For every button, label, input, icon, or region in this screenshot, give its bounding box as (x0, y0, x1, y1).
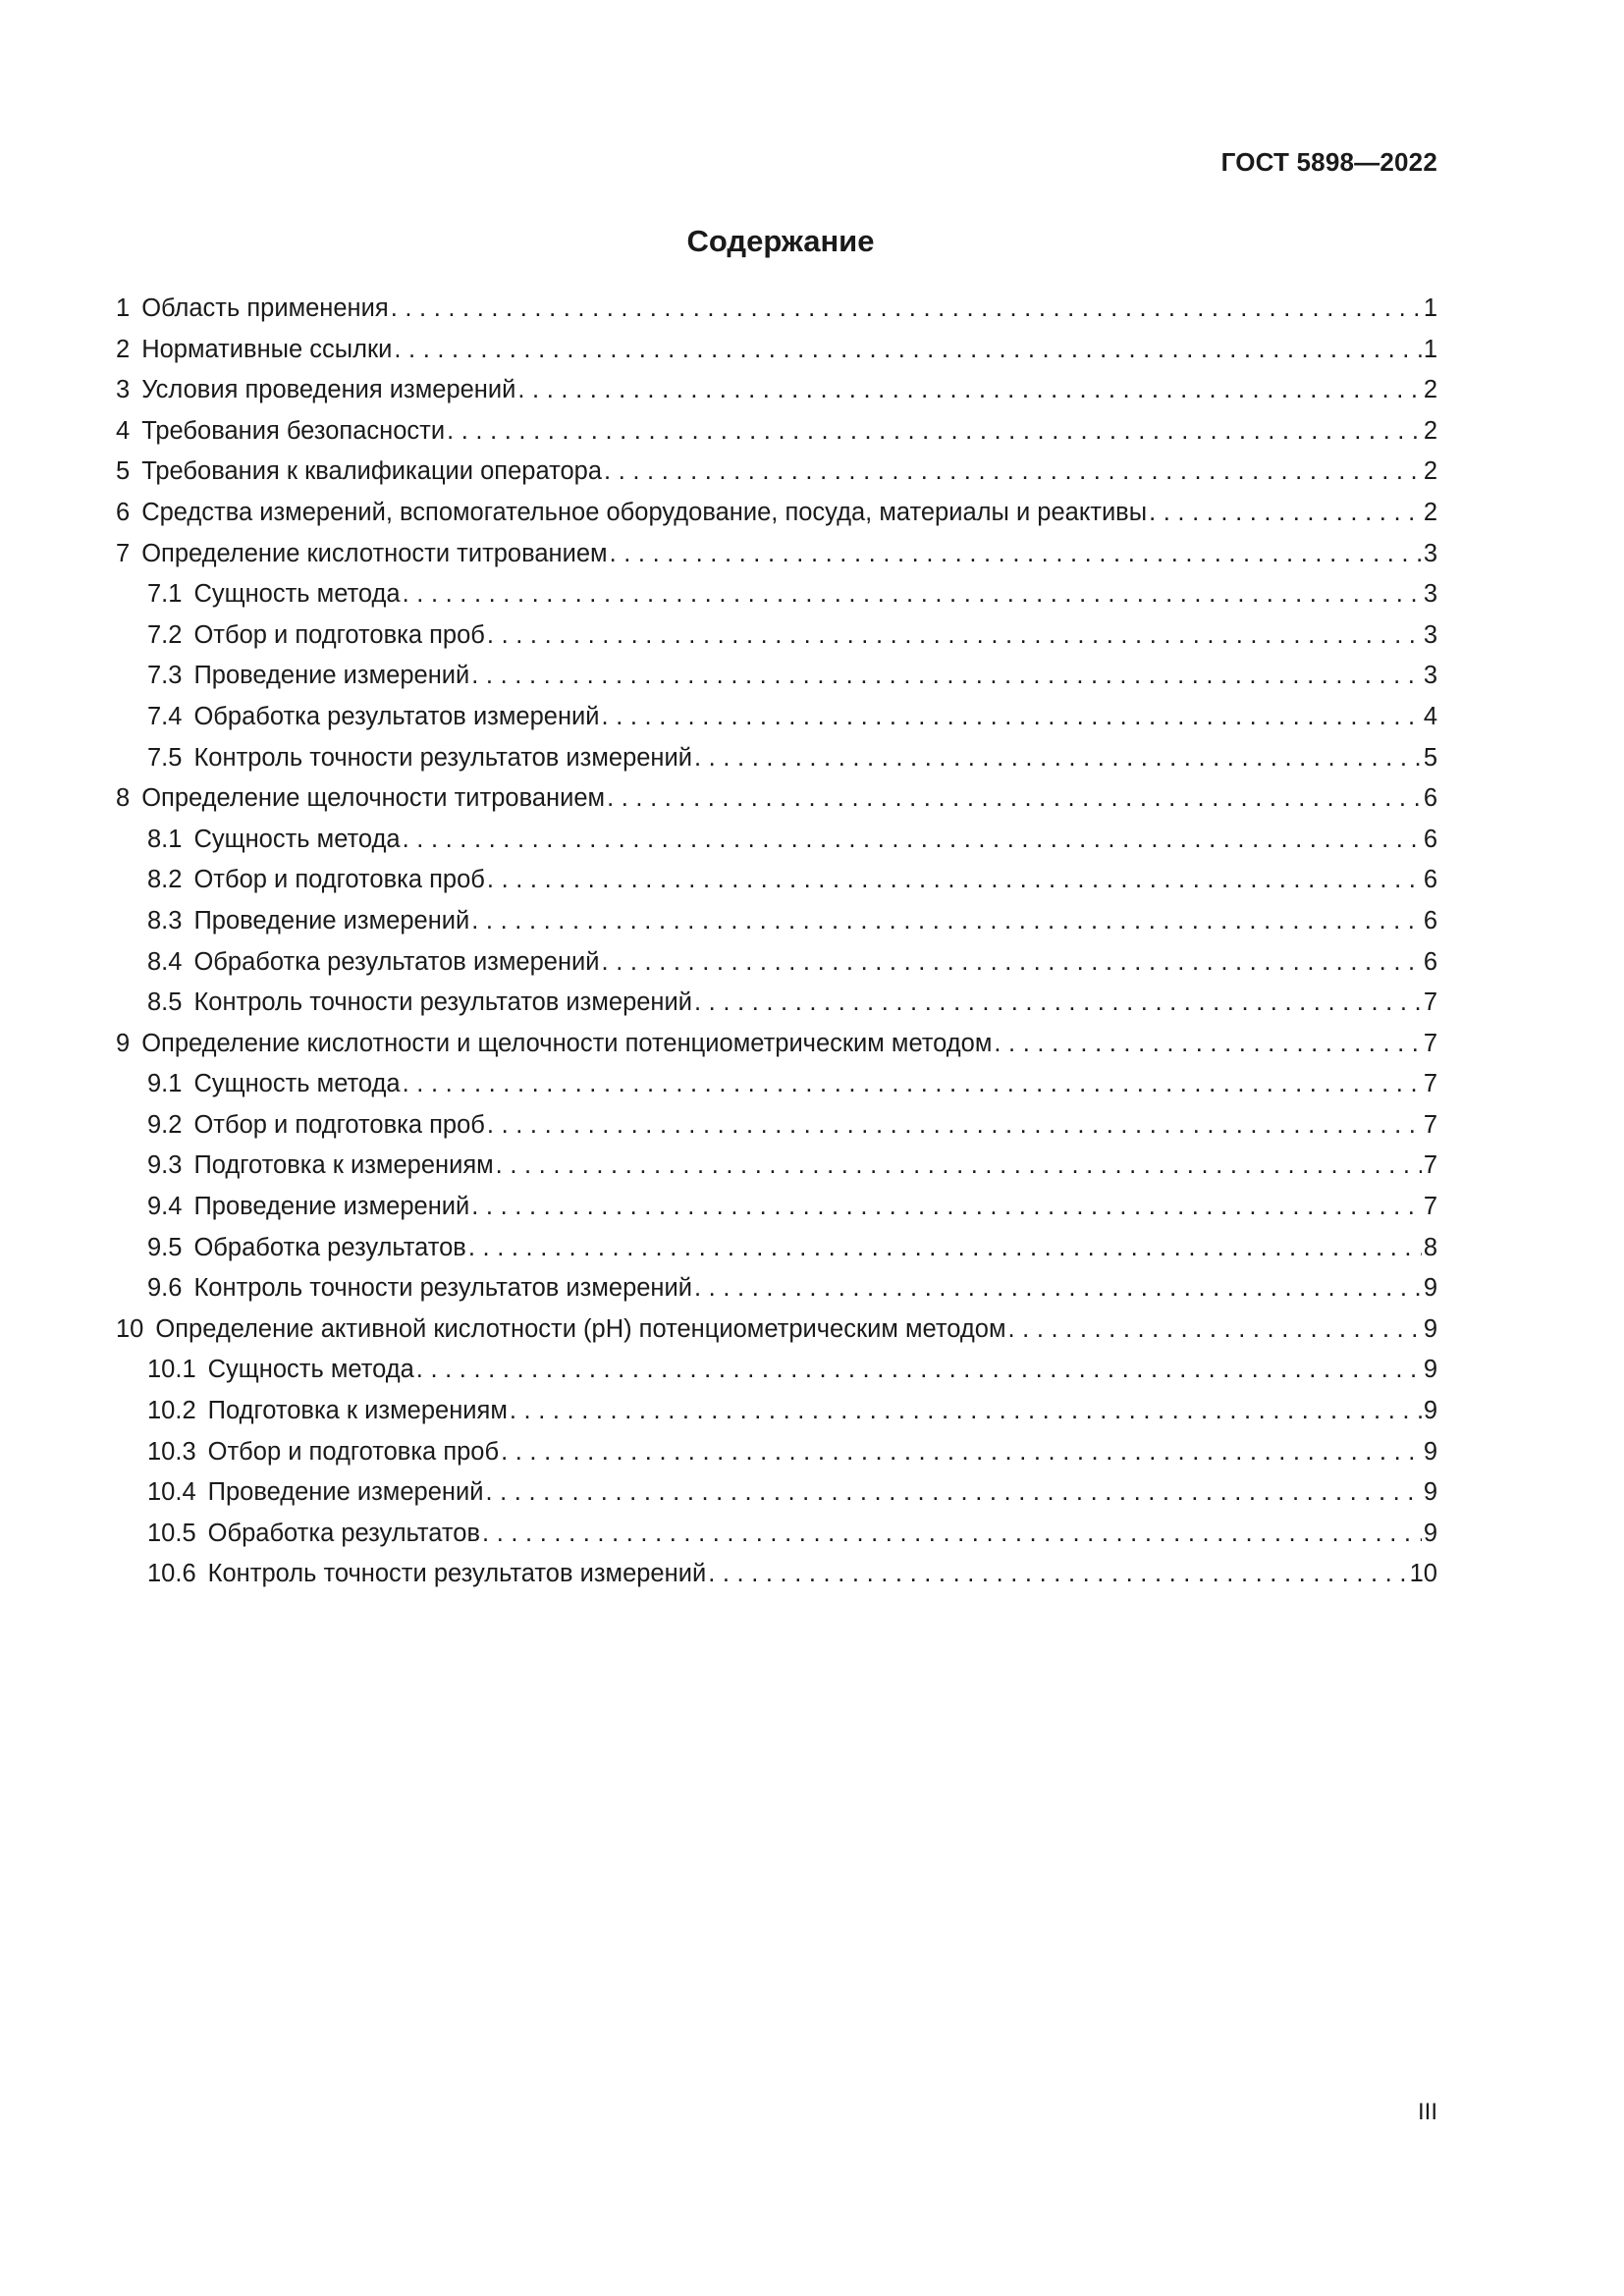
toc-entry[interactable] (116, 289, 1437, 330)
toc-entry[interactable] (116, 901, 1437, 942)
toc-entry-number: 10.1 (147, 1356, 196, 1384)
toc-entry-number: 10.3 (147, 1437, 196, 1466)
toc-entry-page: 4 (1423, 702, 1437, 730)
toc-entry-page: 3 (1423, 620, 1437, 649)
toc-entry-title: Сущность метода (193, 1070, 401, 1098)
toc-entry-page: 1 (1423, 294, 1437, 322)
toc-entry-title: Отбор и подготовка проб (193, 620, 485, 649)
toc-entry[interactable] (116, 1228, 1437, 1269)
toc-title: Содержание (686, 224, 875, 258)
toc-entry[interactable] (116, 1514, 1437, 1555)
toc-entry-number: 2 (116, 335, 131, 363)
toc-entry-number: 9.3 (147, 1151, 183, 1180)
toc-entry-page: 2 (1423, 376, 1437, 404)
toc-entry-number: 3 (116, 376, 131, 404)
toc-entry-title: Сущность метода (207, 1356, 414, 1384)
toc-entry-number: 9.4 (147, 1193, 183, 1221)
toc-entry-number: 7 (116, 539, 131, 567)
toc-entry[interactable] (116, 615, 1437, 657)
toc-entry-page: 3 (1423, 580, 1437, 609)
toc-entry[interactable] (116, 493, 1437, 534)
toc-entry[interactable] (116, 411, 1437, 453)
toc-entry-page: 2 (1423, 498, 1437, 526)
toc-dot-leader (403, 574, 1422, 615)
toc-entry-title: Проведение измерений (193, 906, 470, 934)
toc-entry-number: 5 (116, 457, 131, 486)
toc-entry[interactable] (116, 942, 1437, 984)
toc-dot-leader (1007, 1309, 1421, 1351)
toc-entry-page: 9 (1423, 1397, 1437, 1425)
toc-entry-title: Отбор и подготовка проб (207, 1437, 500, 1466)
toc-entry[interactable] (116, 1309, 1437, 1351)
toc-entry[interactable] (116, 738, 1437, 779)
toc-entry-page: 6 (1423, 784, 1437, 813)
toc-dot-leader (403, 820, 1422, 861)
toc-entry[interactable] (116, 656, 1437, 697)
toc-dot-leader (487, 1105, 1422, 1147)
toc-entry-number: 6 (116, 498, 131, 526)
toc-entry-number: 7.4 (147, 702, 183, 730)
toc-dot-leader (694, 738, 1422, 779)
toc-entry-title: Сущность метода (193, 580, 401, 609)
toc-entry-number: 1 (116, 294, 131, 322)
toc-dot-leader (471, 1187, 1422, 1228)
toc-entry[interactable] (116, 820, 1437, 861)
toc-entry[interactable] (116, 1064, 1437, 1105)
toc-entry-title: Область применения (141, 294, 389, 322)
toc-entry-number: 10.4 (147, 1478, 196, 1507)
toc-dot-leader (610, 534, 1422, 575)
toc-entry[interactable] (116, 330, 1437, 371)
toc-dot-leader (468, 1228, 1422, 1269)
toc-entry-page: 7 (1423, 1029, 1437, 1057)
toc-entry-title: Проведение измерений (207, 1478, 484, 1507)
toc-entry-title: Обработка результатов (193, 1233, 466, 1261)
toc-dot-leader (694, 983, 1422, 1024)
toc-dot-leader (994, 1024, 1421, 1065)
toc-entry-number: 8.3 (147, 906, 183, 934)
toc-entry-number: 8.1 (147, 825, 183, 853)
toc-entry-page: 9 (1423, 1356, 1437, 1384)
toc-entry-page: 6 (1423, 825, 1437, 853)
toc-dot-leader (391, 289, 1422, 330)
toc-entry-number: 7.2 (147, 620, 183, 649)
toc-entry-page: 3 (1423, 539, 1437, 567)
toc-entry[interactable] (116, 697, 1437, 738)
toc-dot-leader (416, 1350, 1422, 1391)
toc-entry-title: Требования к квалификации оператора (141, 457, 603, 486)
toc-entry-page: 6 (1423, 866, 1437, 894)
toc-dot-leader (496, 1146, 1422, 1187)
toc-entry-title: Проведение измерений (193, 662, 470, 690)
toc-entry-page: 5 (1423, 743, 1437, 772)
toc-entry-title: Требования безопасности (141, 416, 446, 445)
toc-dot-leader (403, 1064, 1422, 1105)
toc-dot-leader (602, 942, 1422, 984)
toc-entry[interactable] (116, 1391, 1437, 1432)
toc-entry[interactable] (116, 983, 1437, 1024)
toc-entry-title: Контроль точности результатов измерений (193, 743, 693, 772)
toc-entry-title: Определение активной кислотности (рН) потенциометрическим методом (155, 1314, 1006, 1343)
toc-entry-title: Подготовка к измерениям (207, 1397, 508, 1425)
toc-entry-number: 8 (116, 784, 131, 813)
toc-dot-leader (487, 615, 1422, 657)
toc-entry-page: 7 (1423, 1110, 1437, 1139)
toc-entry-page: 7 (1423, 1151, 1437, 1180)
toc-entry-title: Отбор и подготовка проб (193, 1110, 485, 1139)
toc-dot-leader (482, 1514, 1422, 1555)
toc-dot-leader (510, 1391, 1422, 1432)
toc-entry[interactable] (116, 1472, 1437, 1514)
toc-entry-number: 7.3 (147, 662, 183, 690)
toc-entry-page: 6 (1423, 947, 1437, 976)
toc-entry[interactable] (116, 860, 1437, 901)
toc-dot-leader (708, 1554, 1407, 1595)
toc-dot-leader (694, 1268, 1422, 1309)
toc-dot-leader (471, 901, 1422, 942)
toc-entry-title: Проведение измерений (193, 1193, 470, 1221)
toc-entry[interactable] (116, 778, 1437, 820)
toc-entry-page: 3 (1423, 662, 1437, 690)
toc-entry[interactable] (116, 534, 1437, 575)
toc-entry-page: 8 (1423, 1233, 1437, 1261)
toc-entry-title: Контроль точности результатов измерений (193, 988, 693, 1017)
toc-entry-page: 7 (1423, 988, 1437, 1017)
toc-entry-page: 10 (1409, 1560, 1437, 1588)
toc-entry-number: 9.2 (147, 1110, 183, 1139)
toc-entry[interactable] (116, 1268, 1437, 1309)
toc-entry-number: 10.5 (147, 1519, 196, 1547)
toc-entry[interactable] (116, 452, 1437, 493)
toc-entry-title: Средства измерений, вспомогательное оборудование, посуда, материалы и реактивы (141, 498, 1148, 526)
toc-entry-number: 7.5 (147, 743, 183, 772)
toc-entry-number: 9 (116, 1029, 131, 1057)
toc-dot-leader (501, 1432, 1422, 1473)
toc-entry-number: 8.2 (147, 866, 183, 894)
toc-dot-leader (517, 370, 1421, 411)
toc-entry[interactable] (116, 1105, 1437, 1147)
toc-entry[interactable] (116, 1024, 1437, 1065)
toc-dot-leader (1149, 493, 1422, 534)
toc-entry-title: Обработка результатов (207, 1519, 481, 1547)
toc-entry-number: 9.6 (147, 1274, 183, 1303)
toc-dot-leader (602, 697, 1422, 738)
toc-entry-page: 2 (1423, 416, 1437, 445)
toc-entry-number: 10 (116, 1314, 144, 1343)
toc-entry-page: 6 (1423, 906, 1437, 934)
toc-entry-title: Определение кислотности титрованием (141, 539, 608, 567)
toc-entry-title: Обработка результатов измерений (193, 702, 600, 730)
toc-entry-title: Определение щелочности титрованием (141, 784, 606, 813)
toc-entry-page: 1 (1423, 335, 1437, 363)
toc-entry[interactable] (116, 574, 1437, 615)
table-of-contents (116, 289, 1437, 1595)
toc-entry-title: Условия проведения измерений (141, 376, 516, 404)
toc-entry[interactable] (116, 1554, 1437, 1595)
toc-entry-page: 9 (1423, 1437, 1437, 1466)
toc-dot-leader (394, 330, 1421, 371)
toc-entry-page: 9 (1423, 1314, 1437, 1343)
toc-entry-page: 7 (1423, 1193, 1437, 1221)
toc-entry-title: Обработка результатов измерений (193, 947, 600, 976)
toc-entry-title: Подготовка к измерениям (193, 1151, 494, 1180)
toc-entry-number: 10.6 (147, 1560, 196, 1588)
toc-entry-page: 9 (1423, 1274, 1437, 1303)
toc-dot-leader (604, 452, 1422, 493)
toc-entry-page: 7 (1423, 1070, 1437, 1098)
toc-dot-leader (487, 860, 1422, 901)
toc-entry-page: 9 (1423, 1478, 1437, 1507)
toc-entry-number: 9.5 (147, 1233, 183, 1261)
toc-entry[interactable] (116, 1350, 1437, 1391)
toc-dot-leader (485, 1472, 1421, 1514)
toc-entry[interactable] (116, 370, 1437, 411)
toc-entry[interactable] (116, 1146, 1437, 1187)
toc-entry-page: 9 (1423, 1519, 1437, 1547)
toc-entry-number: 8.4 (147, 947, 183, 976)
toc-dot-leader (471, 656, 1422, 697)
toc-dot-leader (607, 778, 1422, 820)
toc-entry-number: 9.1 (147, 1070, 183, 1098)
toc-entry-title: Сущность метода (193, 825, 401, 853)
toc-entry-title: Контроль точности результатов измерений (193, 1274, 693, 1303)
toc-entry[interactable] (116, 1187, 1437, 1228)
toc-entry-title: Отбор и подготовка проб (193, 866, 485, 894)
document-code: ГОСТ 5898—2022 (1220, 147, 1437, 177)
toc-entry-number: 10.2 (147, 1397, 196, 1425)
toc-entry[interactable] (116, 1432, 1437, 1473)
toc-entry-number: 4 (116, 416, 131, 445)
toc-entry-title: Нормативные ссылки (141, 335, 393, 363)
toc-entry-title: Контроль точности результатов измерений (207, 1560, 707, 1588)
page-number: III (1417, 2099, 1437, 2125)
toc-entry-number: 8.5 (147, 988, 183, 1017)
toc-entry-number: 7.1 (147, 580, 183, 609)
toc-entry-title: Определение кислотности и щелочности потенциометрическим методом (141, 1029, 993, 1057)
toc-dot-leader (447, 411, 1422, 453)
toc-entry-page: 2 (1423, 457, 1437, 486)
